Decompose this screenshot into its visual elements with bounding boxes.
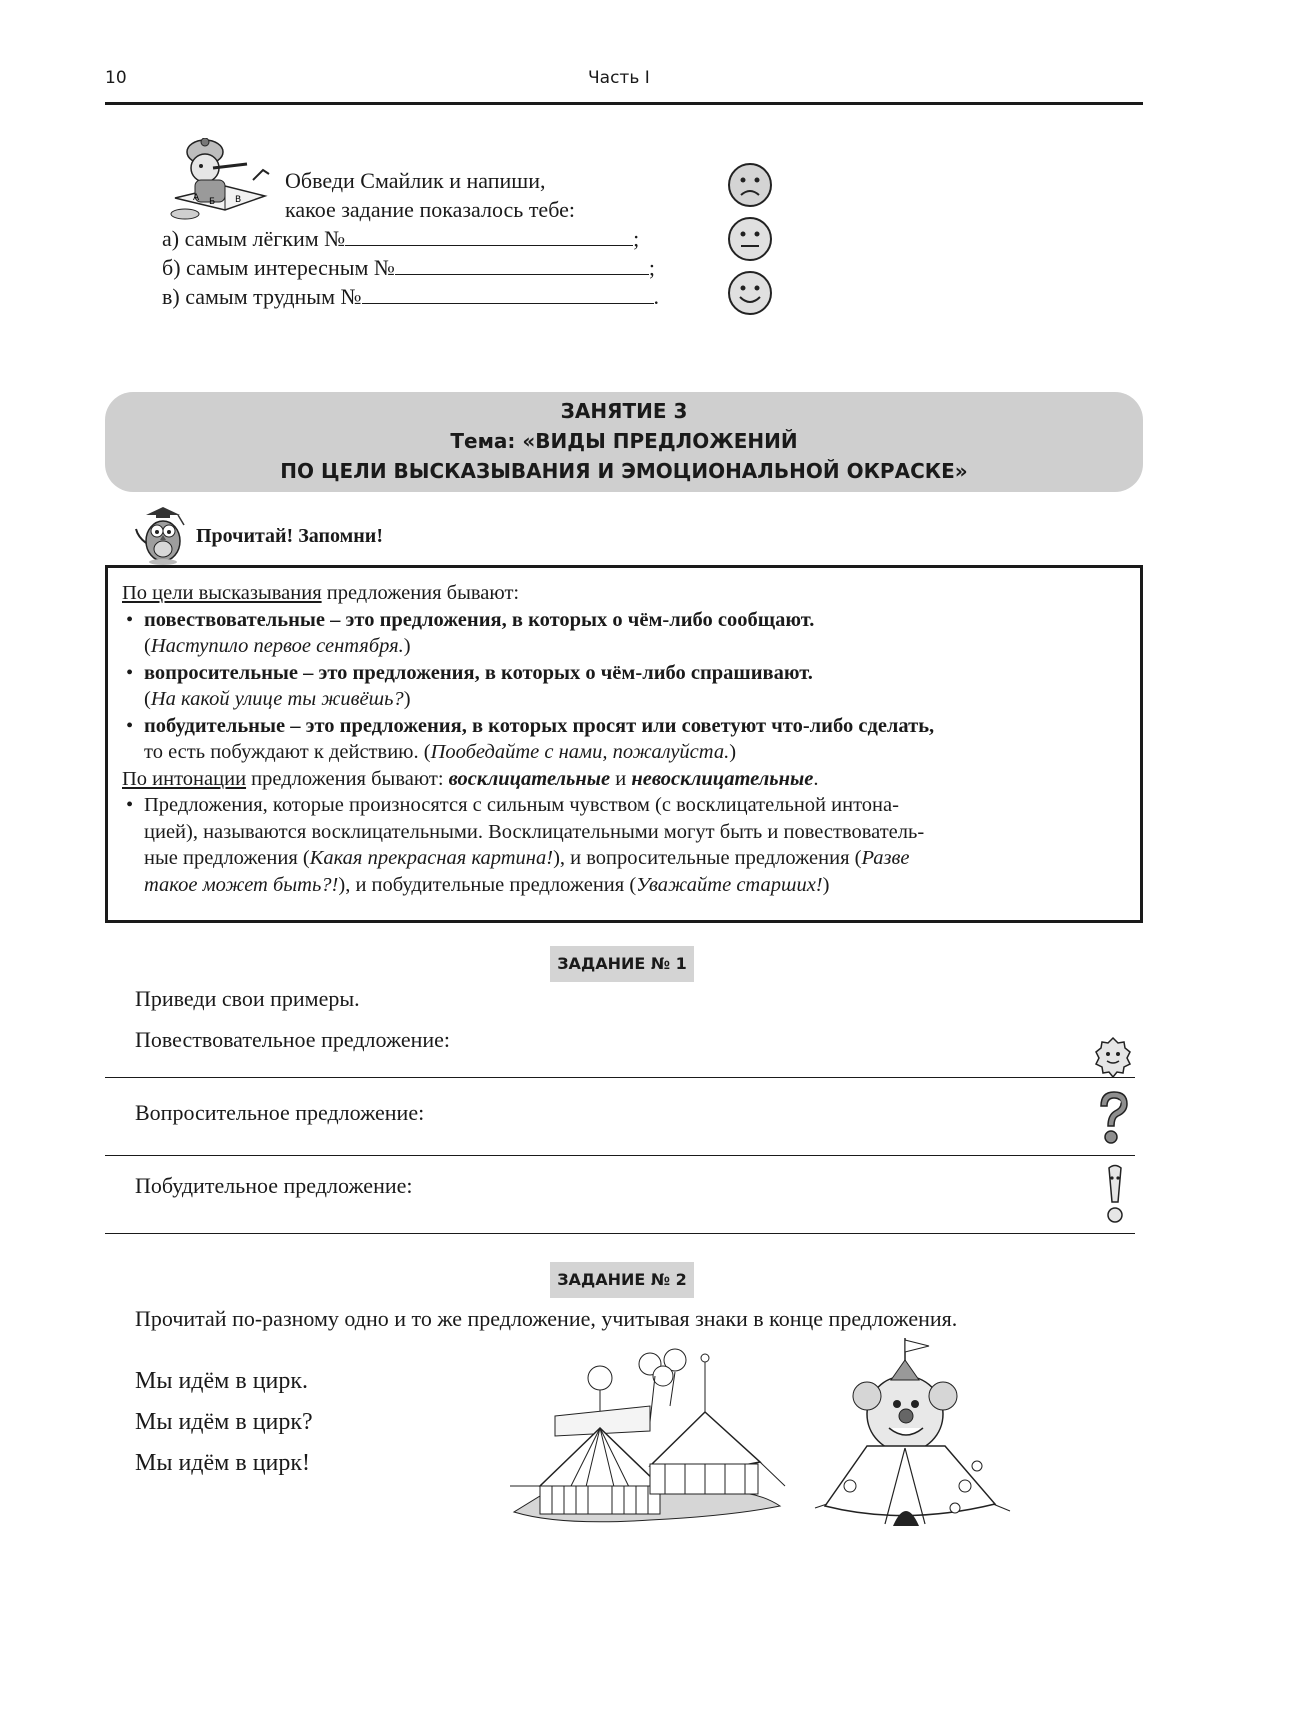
rule-text: ) <box>729 741 737 763</box>
rule-paragraph <box>122 792 1128 898</box>
reflection-item-label: б) самым интересным № <box>162 255 395 280</box>
answer-blank[interactable] <box>362 283 654 304</box>
rule-text: цией), называются восклицательными. Восклицательными могут быть и повествователь- <box>144 820 925 843</box>
answer-blank[interactable] <box>345 225 633 246</box>
rule-definition: – это предложения, в которых о чём-либо спрашивают. <box>297 661 813 684</box>
rule-intonation-title: По интонации <box>122 767 247 790</box>
read-remember-heading: Прочитай! Запомни! <box>196 525 383 547</box>
page-number: 10 <box>105 68 127 88</box>
task2-instruction: Прочитай по-разному одно и то же предложение, учитывая знаки в конце предложения. <box>135 1306 958 1331</box>
rule-example: Какая прекрасная картина! <box>309 847 554 869</box>
reflection-item-end: . <box>653 284 660 309</box>
svg-text:В: В <box>235 195 242 205</box>
rule-text: Предложения, которые произносятся с сильным чувством (с восклицательной интона- <box>144 794 899 816</box>
reflection-prompt-line2: какое задание показалось тебе: <box>285 197 575 222</box>
answer-line-narrative[interactable] <box>105 1077 1135 1078</box>
reflection-item-interesting <box>162 253 655 282</box>
running-header: Часть I <box>588 68 650 88</box>
rule-text: и <box>610 767 632 790</box>
rule-text: ные предложения ( <box>144 847 310 869</box>
task2-sentence-question: Мы идём в цирк? <box>135 1409 313 1435</box>
rule-definition: – это предложения, в которых о чём-либо сообщают. <box>325 608 815 631</box>
rule-example: Наступило первое сентября. <box>150 635 404 657</box>
lesson-number: ЗАНЯТИЕ 3 <box>560 399 688 423</box>
task2-label: ЗАДАНИЕ № 2 <box>550 1262 694 1298</box>
rule-term: побудительные <box>144 714 286 737</box>
answer-line-imperative[interactable] <box>105 1233 1135 1234</box>
rule-example: Пообедайте с нами, пожалуйста. <box>430 741 730 763</box>
reflection-item-hardest <box>162 282 659 311</box>
rule-example: Уважайте старших! <box>636 873 823 896</box>
rule-definition: – это предложения, в которых просят или советуют что-либо сделать, <box>285 714 935 737</box>
rule-term: повествовательные <box>144 608 326 631</box>
owl-teacher-icon <box>132 505 194 567</box>
answer-blank[interactable] <box>395 254 649 275</box>
reflection-item-end: ; <box>648 255 656 280</box>
task1-prompt-question: Вопросительное предложение: <box>135 1100 425 1125</box>
rule-term: невосклицательные <box>631 767 814 790</box>
rule-text: . <box>813 767 819 790</box>
rule-purpose-rest: предложения бывают: <box>321 582 520 604</box>
rule-narrative <box>122 607 1128 634</box>
rule-term: вопросительные <box>144 661 298 684</box>
rule-example: Разве <box>861 847 910 869</box>
task2-sentence-exclamation: Мы идём в цирк! <box>135 1450 311 1476</box>
rule-text: ), и побудительные предложения ( <box>338 873 637 896</box>
reflection-item-end: ; <box>633 226 640 251</box>
task2-sentence-statement: Мы идём в цирк. <box>135 1368 309 1394</box>
svg-text:А: А <box>193 193 200 203</box>
reflection-item-easy <box>162 224 639 253</box>
question-mark-character-icon <box>1093 1090 1133 1146</box>
task1-prompt-narrative: Повествовательное предложение: <box>135 1027 451 1052</box>
rule-box <box>105 565 1143 923</box>
task1-label: ЗАДАНИЕ № 1 <box>550 946 694 982</box>
reflection-item-label: в) самым трудным № <box>162 284 362 309</box>
svg-text:Б: Б <box>209 197 216 207</box>
header-rule <box>105 102 1143 105</box>
task1-instruction: Приведи свои примеры. <box>135 986 360 1011</box>
rule-text: ), и вопросительные предложения ( <box>553 847 862 869</box>
lesson-banner <box>105 392 1143 492</box>
neutral-face-icon[interactable] <box>727 216 773 262</box>
rule-text: ) <box>822 873 830 896</box>
rule-imperative <box>122 713 1128 740</box>
rule-intonation-line <box>122 766 1128 793</box>
rule-example: На какой улице ты живёшь? <box>150 688 404 710</box>
circus-tents-illustration <box>500 1336 790 1526</box>
rule-question-example: (На какой улице ты живёшь?) <box>144 688 411 710</box>
rule-term: восклицательные <box>448 767 611 790</box>
lesson-topic-line2: ПО ЦЕЛИ ВЫСКАЗЫВАНИЯ И ЭМОЦИОНАЛЬНОЙ ОКРАСКЕ» <box>280 459 968 483</box>
exclamation-mark-character-icon <box>1101 1164 1129 1226</box>
rule-text: предложения бывают: <box>246 767 449 790</box>
reflection-prompt-line1: Обведи Смайлик и напиши, <box>285 168 546 193</box>
happy-face-icon[interactable] <box>727 270 773 316</box>
task1-prompt-imperative: Побудительное предложение: <box>135 1173 413 1198</box>
reflection-item-label: а) самым лёгким № <box>162 226 346 251</box>
answer-line-question[interactable] <box>105 1155 1135 1156</box>
rule-imperative-cont <box>122 739 1128 766</box>
lesson-topic-line1: Тема: «ВИДЫ ПРЕДЛОЖЕНИЙ <box>450 429 798 453</box>
rule-example: такое может быть?! <box>144 873 339 896</box>
rule-text: то есть побуждают к действию. ( <box>144 741 431 763</box>
rule-question <box>122 660 1128 687</box>
sad-face-icon[interactable] <box>727 162 773 208</box>
pinocchio-reading-icon <box>165 138 280 223</box>
rule-purpose-line <box>122 580 1128 607</box>
clown-tent-illustration <box>805 1336 1025 1532</box>
dot-character-icon <box>1093 1034 1133 1078</box>
rule-purpose-title: По цели высказывания <box>122 582 322 604</box>
rule-narrative-example: (Наступило первое сентября.) <box>144 635 411 657</box>
